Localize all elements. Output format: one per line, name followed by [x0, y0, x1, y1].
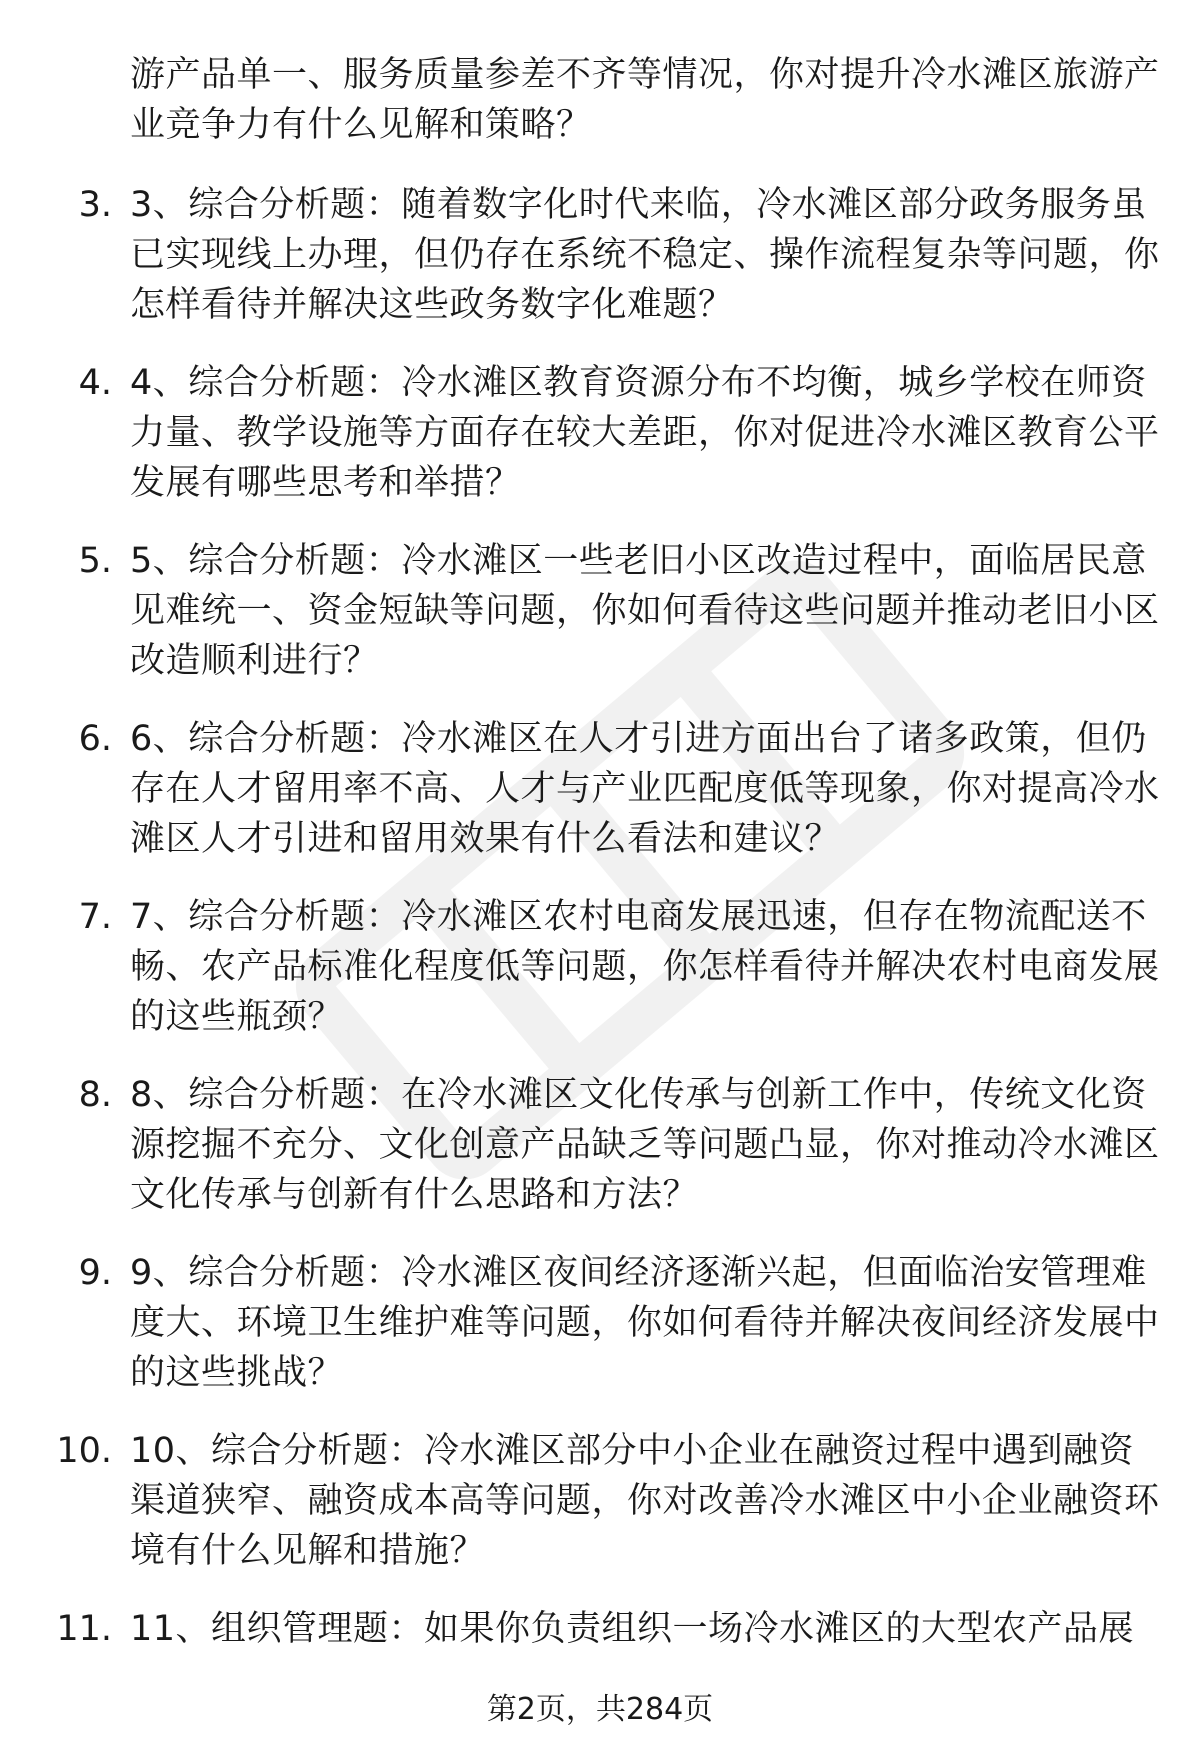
item-number: 9.	[78, 1253, 112, 1293]
item-number: 3.	[78, 185, 112, 225]
list-item	[0, 714, 1200, 864]
item-number: 11.	[56, 1609, 112, 1649]
item-text: 10、综合分析题：冷水滩区部分中小企业在融资过程中遇到融资渠道狭窄、融资成本高等问题，你对改善冷水滩区中小企业融资环境有什么见解和措施？	[130, 1431, 1160, 1571]
item-text: 游产品单一、服务质量参差不齐等情况，你对提升冷水滩区旅游产业竞争力有什么见解和策略？	[130, 55, 1160, 145]
item-number: 7.	[78, 897, 112, 937]
item-text: 7、综合分析题：冷水滩区农村电商发展迅速，但存在物流配送不畅、农产品标准化程度低等问题，你怎样看待并解决农村电商发展的这些瓶颈？	[130, 897, 1160, 1037]
item-number: 5.	[78, 541, 112, 581]
list-item	[0, 180, 1200, 330]
question-list	[0, 50, 1200, 1654]
item-number: 6.	[78, 719, 112, 759]
list-item	[0, 358, 1200, 508]
list-item	[0, 536, 1200, 686]
item-number: 8.	[78, 1075, 112, 1115]
list-item	[0, 50, 1200, 150]
item-text: 6、综合分析题：冷水滩区在人才引进方面出台了诸多政策，但仍存在人才留用率不高、人才与产业匹配度低等现象，你对提高冷水滩区人才引进和留用效果有什么看法和建议？	[130, 719, 1160, 859]
item-text: 4、综合分析题：冷水滩区教育资源分布不均衡，城乡学校在师资力量、教学设施等方面存在较大差距，你对促进冷水滩区教育公平发展有哪些思考和举措？	[130, 363, 1160, 503]
item-text: 3、综合分析题：随着数字化时代来临，冷水滩区部分政务服务虽已实现线上办理，但仍存在系统不稳定、操作流程复杂等问题，你怎样看待并解决这些政务数字化难题？	[130, 185, 1160, 325]
list-item	[0, 1070, 1200, 1220]
item-text: 11、组织管理题：如果你负责组织一场冷水滩区的大型农产品展	[130, 1609, 1135, 1649]
list-item	[0, 892, 1200, 1042]
page-number-label: 第2页，共284页	[486, 1692, 714, 1727]
list-item	[0, 1604, 1200, 1654]
list-item	[0, 1426, 1200, 1576]
item-number: 4.	[78, 363, 112, 403]
item-text: 5、综合分析题：冷水滩区一些老旧小区改造过程中，面临居民意见难统一、资金短缺等问题，你如何看待这些问题并推动老旧小区改造顺利进行？	[130, 541, 1160, 681]
item-number: 10.	[56, 1431, 112, 1471]
item-text: 9、综合分析题：冷水滩区夜间经济逐渐兴起，但面临治安管理难度大、环境卫生维护难等问题，你如何看待并解决夜间经济发展中的这些挑战？	[130, 1253, 1160, 1393]
item-text: 8、综合分析题：在冷水滩区文化传承与创新工作中，传统文化资源挖掘不充分、文化创意产品缺乏等问题凸显，你对推动冷水滩区文化传承与创新有什么思路和方法？	[130, 1075, 1160, 1215]
page-footer	[0, 1690, 1200, 1730]
list-item	[0, 1248, 1200, 1398]
